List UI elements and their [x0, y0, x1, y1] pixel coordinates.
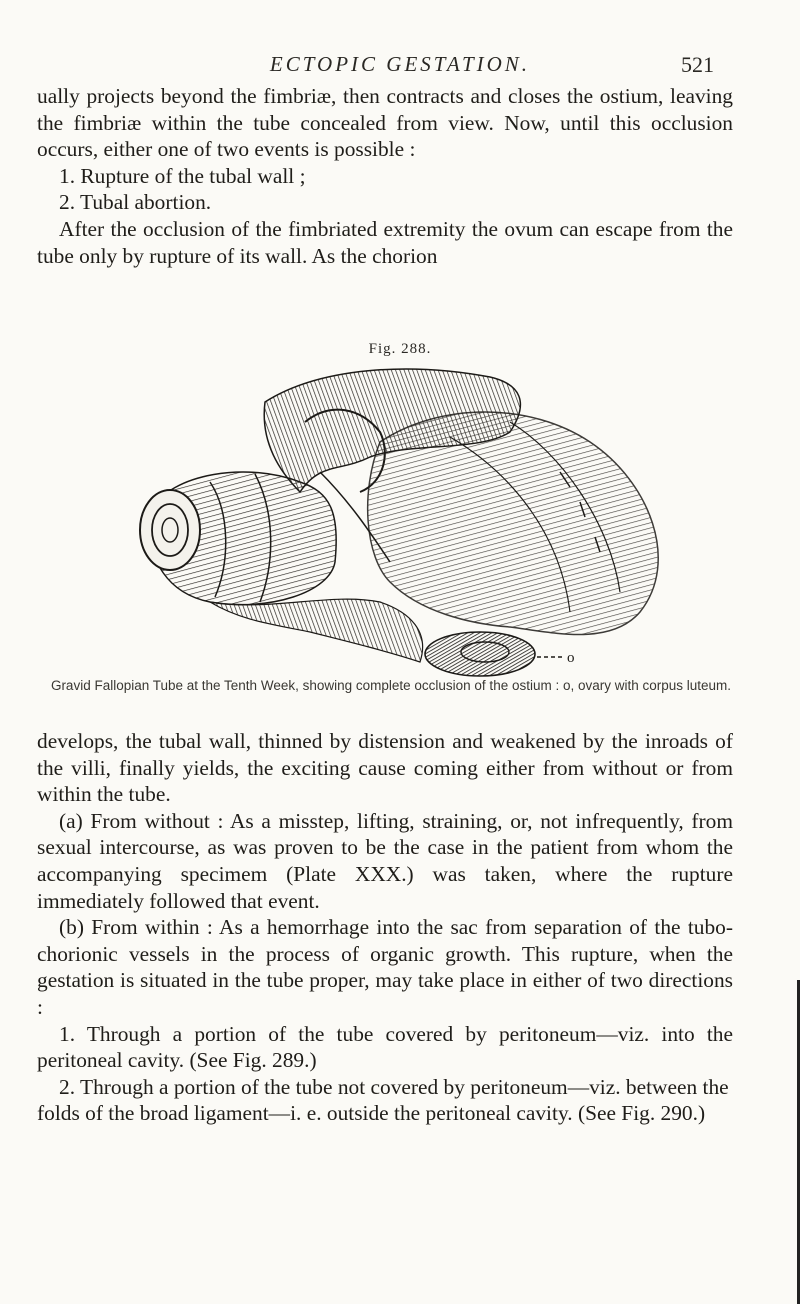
- paragraph: develops, the tubal wall, thinned by distension and weakened by the inroads of the villi, finally yields, the exciting cause coming either from without or from within the tube.: [37, 729, 733, 807]
- paragraph: ually projects beyond the fimbriæ, then contracts and closes the ostium, leaving the fimbriæ within the tube concealed from view. Now, until this occlusion occurs, either one of two events is possible :: [37, 84, 733, 162]
- figure-marker: o: [567, 650, 575, 666]
- page-number: 521: [681, 52, 714, 77]
- fallopian-tube: [140, 472, 336, 605]
- broad-ligament: [210, 599, 423, 662]
- figure-label: Fig. 288.: [368, 341, 432, 357]
- list-item: 2. Tubal abortion.: [59, 190, 212, 215]
- paragraph: (b) From within : As a hemorrhage into the sac from separation of the tubo-chorionic vessels in the process of organic growth. This rupture, when the gestation is situated in the tube proper, may take place in either of two directions :: [37, 915, 733, 1019]
- gravid-sac: [368, 412, 659, 635]
- figure-illustration: [90, 362, 690, 684]
- paragraph: (a) From without : As a misstep, lifting, straining, or, not infrequently, from sexual intercourse, as was proven to be the case in the patient from whom the accompanying specimem (Plate XXX.) was taken, where the rupture immediately followed that event.: [37, 808, 733, 913]
- list-item: 2. Through a portion of the tube not covered by peritoneum—viz. between the folds of the broad ligament—i. e. outside the peritoneal cavity. (See Fig. 290.): [37, 1074, 729, 1126]
- text-block-bottom: [37, 728, 733, 1127]
- text-block-top: [37, 83, 733, 269]
- figure-caption: Gravid Fallopian Tube at the Tenth Week, showing complete occlusion of the ostium : o, ovary with corpus luteum.: [50, 678, 732, 693]
- paragraph: After the occlusion of the fimbriated extremity the ovum can escape from the tube only by rupture of its wall. As the chorion: [37, 216, 733, 268]
- running-title: ECTOPIC GESTATION.: [269, 52, 531, 76]
- page-header: [0, 52, 800, 86]
- ovary: [425, 632, 535, 676]
- list-item: 1. Rupture of the tubal wall ;: [59, 163, 306, 188]
- list-item: 1. Through a portion of the tube covered by peritoneum—viz. into the peritoneal cavity. (See Fig. 289.): [37, 1021, 733, 1073]
